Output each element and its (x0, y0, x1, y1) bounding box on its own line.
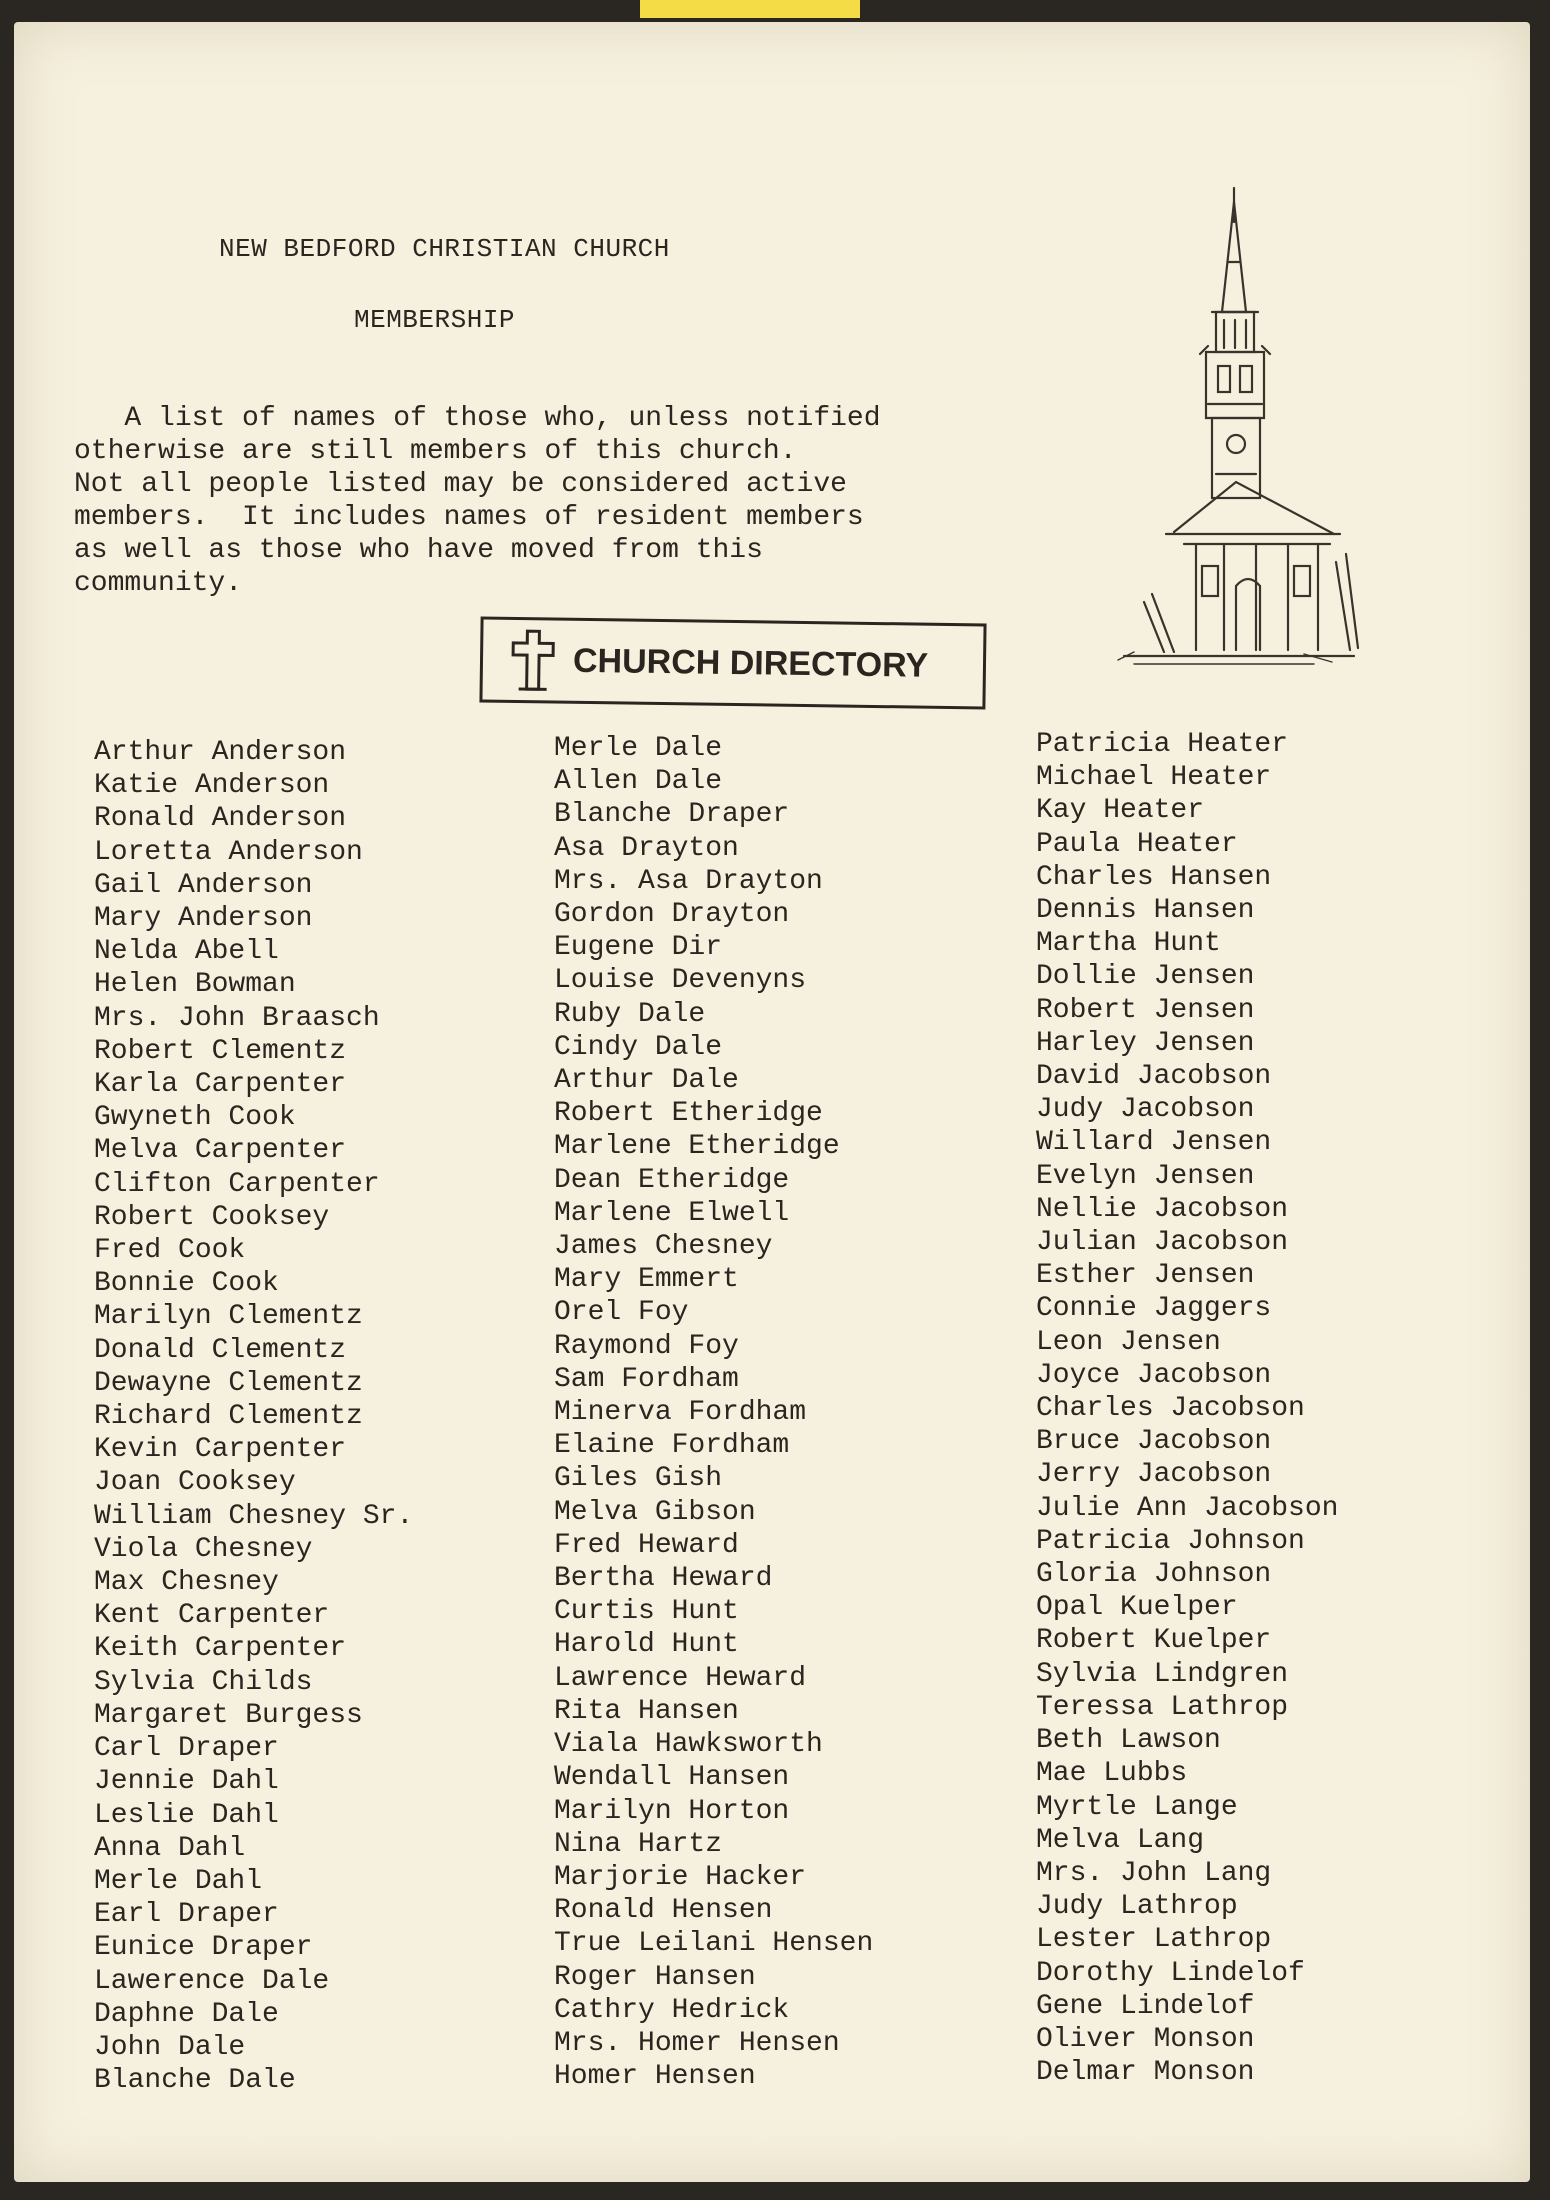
list-item: Robert Kuelper (1036, 1625, 1272, 1657)
list-item: Kent Carpenter (94, 1600, 330, 1632)
list-item: Helen Bowman (94, 969, 296, 1001)
list-item: Robert Cooksey (94, 1201, 330, 1233)
list-item: Donald Clementz (94, 1334, 347, 1366)
list-item: Marlene Elwell (554, 1197, 790, 1229)
list-item: Sylvia Lindgren (1036, 1658, 1289, 1690)
list-item: John Dale (94, 2031, 246, 2063)
list-item: Viala Hawksworth (554, 1729, 823, 1761)
intro-line: members. It includes names of resident members (74, 502, 864, 533)
intro-line: as well as those who have moved from this (74, 535, 763, 566)
list-item: Opal Kuelper (1036, 1592, 1238, 1624)
list-item: Mrs. John Braasch (94, 1002, 380, 1034)
list-item: Anna Dahl (94, 1832, 246, 1864)
list-item: Melva Lang (1036, 1824, 1205, 1856)
intro-line: otherwise are still members of this church. (74, 436, 797, 467)
list-item: Nellie Jacobson (1036, 1193, 1289, 1225)
page-title: NEW BEDFORD CHRISTIAN CHURCH (219, 234, 670, 264)
page-subtitle: MEMBERSHIP (354, 305, 516, 335)
list-item: Nina Hartz (554, 1828, 723, 1860)
list-item: Karla Carpenter (94, 1069, 347, 1101)
list-item: Charles Hansen (1036, 861, 1272, 893)
list-item: Robert Jensen (1036, 994, 1255, 1026)
list-item: Mrs. Homer Hensen (554, 2027, 840, 2059)
list-item: Elaine Fordham (554, 1430, 790, 1462)
list-item: Ruby Dale (554, 998, 706, 1030)
list-item: Curtis Hunt (554, 1596, 739, 1628)
list-item: Merle Dale (554, 733, 723, 764)
list-item: Gail Anderson (94, 869, 313, 901)
list-item: Joyce Jacobson (1036, 1359, 1272, 1391)
list-item: Ronald Hensen (554, 1895, 773, 1927)
list-item: Connie Jaggers (1036, 1293, 1272, 1325)
list-item: Dennis Hansen (1036, 895, 1255, 927)
directory-page (14, 22, 1530, 2182)
list-item: William Chesney Sr. (94, 1500, 414, 1532)
list-item: Clifton Carpenter (94, 1168, 380, 1200)
list-item: Homer Hensen (554, 2061, 756, 2093)
list-item: Harold Hunt (554, 1629, 739, 1661)
list-item: Wendall Hansen (554, 1762, 790, 1794)
list-item: True Leilani Hensen (554, 1928, 874, 1960)
list-item: Cindy Dale (554, 1031, 723, 1063)
list-item: Marjorie Hacker (554, 1861, 807, 1893)
list-item: Julie Ann Jacobson (1036, 1492, 1339, 1524)
list-item: Patricia Johnson (1036, 1525, 1305, 1557)
list-item: Richard Clementz (94, 1401, 363, 1433)
list-item: Dewayne Clementz (94, 1367, 363, 1399)
member-list-column-2 (554, 732, 873, 2093)
list-item: Beth Lawson (1036, 1725, 1221, 1757)
list-item: Delmar Monson (1036, 2057, 1255, 2089)
list-item: Keith Carpenter (94, 1633, 347, 1665)
list-item: Viola Chesney (94, 1533, 313, 1565)
list-item: Lawerence Dale (94, 1965, 330, 1997)
list-item: Sylvia Childs (94, 1666, 313, 1698)
list-item: Dorothy Lindelof (1036, 1957, 1305, 1989)
member-list-column-1 (94, 736, 413, 2097)
list-item: Fred Cook (94, 1235, 246, 1267)
list-item: Sam Fordham (554, 1363, 739, 1395)
list-item: Robert Etheridge (554, 1098, 823, 1130)
list-item: Mary Emmert (554, 1264, 739, 1296)
list-item: Judy Lathrop (1036, 1891, 1238, 1923)
list-item: Raymond Foy (554, 1330, 739, 1362)
list-item: Harley Jensen (1036, 1027, 1255, 1059)
list-item: Minerva Fordham (554, 1397, 807, 1429)
list-item: Julian Jacobson (1036, 1227, 1289, 1259)
list-item: Katie Anderson (94, 770, 330, 802)
list-item: Orel Foy (554, 1297, 689, 1329)
list-item: Melva Gibson (554, 1496, 756, 1528)
list-item: Gwyneth Cook (94, 1102, 296, 1134)
list-item: Ronald Anderson (94, 803, 347, 835)
list-item: Bonnie Cook (94, 1268, 279, 1300)
member-list-column-3 (1036, 728, 1338, 2089)
list-item: Merle Dahl (94, 1865, 263, 1897)
list-item: Eugene Dir (554, 932, 723, 964)
list-item: Marilyn Horton (554, 1795, 790, 1827)
list-item: Jerry Jacobson (1036, 1459, 1272, 1491)
intro-paragraph (74, 402, 954, 600)
list-item: Michael Heater (1036, 762, 1272, 794)
list-item: Dean Etheridge (554, 1164, 790, 1196)
list-item: Gene Lindelof (1036, 1990, 1255, 2022)
list-item: Cathry Hedrick (554, 1994, 790, 2026)
list-item: Nelda Abell (94, 936, 279, 968)
list-item: Eunice Draper (94, 1932, 313, 1964)
list-item: Marlene Etheridge (554, 1131, 840, 1163)
list-item: Willard Jensen (1036, 1127, 1272, 1159)
list-item: Daphne Dale (94, 1998, 279, 2030)
church-directory-stamp (479, 616, 986, 709)
list-item: Louise Devenyns (554, 965, 807, 997)
list-item: Fred Heward (554, 1529, 739, 1561)
list-item: Mary Anderson (94, 903, 313, 935)
list-item: Evelyn Jensen (1036, 1160, 1255, 1192)
list-item: Oliver Monson (1036, 2023, 1255, 2055)
list-item: Carl Draper (94, 1733, 279, 1765)
list-item: Leon Jensen (1036, 1326, 1221, 1358)
list-item: Martha Hunt (1036, 928, 1221, 960)
intro-line: Not all people listed may be considered active (74, 469, 847, 500)
list-item: Rita Hansen (554, 1695, 739, 1727)
list-item: Esther Jensen (1036, 1260, 1255, 1292)
cross-icon (509, 627, 558, 694)
list-item: Mrs. John Lang (1036, 1857, 1272, 1889)
list-item: Loretta Anderson (94, 836, 363, 868)
list-item: Dollie Jensen (1036, 961, 1255, 993)
list-item: Kevin Carpenter (94, 1434, 347, 1466)
list-item: Kay Heater (1036, 795, 1205, 827)
list-item: Gordon Drayton (554, 899, 790, 931)
list-item: Gloria Johnson (1036, 1559, 1272, 1591)
list-item: Mrs. Asa Drayton (554, 865, 823, 897)
list-item: Blanche Draper (554, 799, 790, 831)
intro-line: community. (74, 568, 243, 599)
church-steeple-icon (1104, 182, 1364, 692)
list-item: Robert Clementz (94, 1035, 347, 1067)
list-item: Bruce Jacobson (1036, 1426, 1272, 1458)
list-item: Charles Jacobson (1036, 1393, 1305, 1425)
list-item: Bertha Heward (554, 1563, 773, 1595)
list-item: Patricia Heater (1036, 729, 1289, 760)
list-item: Melva Carpenter (94, 1135, 347, 1167)
list-item: Jennie Dahl (94, 1766, 279, 1798)
list-item: Blanche Dale (94, 2065, 296, 2097)
list-item: Max Chesney (94, 1567, 279, 1599)
list-item: Mae Lubbs (1036, 1758, 1188, 1790)
intro-line: A list of names of those who, unless notified (74, 403, 881, 434)
list-item: Giles Gish (554, 1463, 723, 1495)
list-item: Marilyn Clementz (94, 1301, 363, 1333)
list-item: Earl Draper (94, 1899, 279, 1931)
stamp-label: CHURCH DIRECTORY (572, 641, 929, 685)
list-item: Arthur Dale (554, 1065, 739, 1097)
list-item: Arthur Anderson (94, 737, 347, 768)
list-item: Asa Drayton (554, 832, 739, 864)
list-item: Allen Dale (554, 766, 723, 798)
list-item: Roger Hansen (554, 1961, 756, 1993)
list-item: Judy Jacobson (1036, 1094, 1255, 1126)
list-item: Lawrence Heward (554, 1662, 807, 1694)
list-item: Lester Lathrop (1036, 1924, 1272, 1956)
list-item: Leslie Dahl (94, 1799, 279, 1831)
tape-strip (640, 0, 860, 18)
list-item: David Jacobson (1036, 1061, 1272, 1093)
list-item: Myrtle Lange (1036, 1791, 1238, 1823)
list-item: James Chesney (554, 1231, 773, 1263)
list-item: Teressa Lathrop (1036, 1691, 1289, 1723)
list-item: Joan Cooksey (94, 1467, 296, 1499)
list-item: Paula Heater (1036, 828, 1238, 860)
list-item: Margaret Burgess (94, 1699, 363, 1731)
